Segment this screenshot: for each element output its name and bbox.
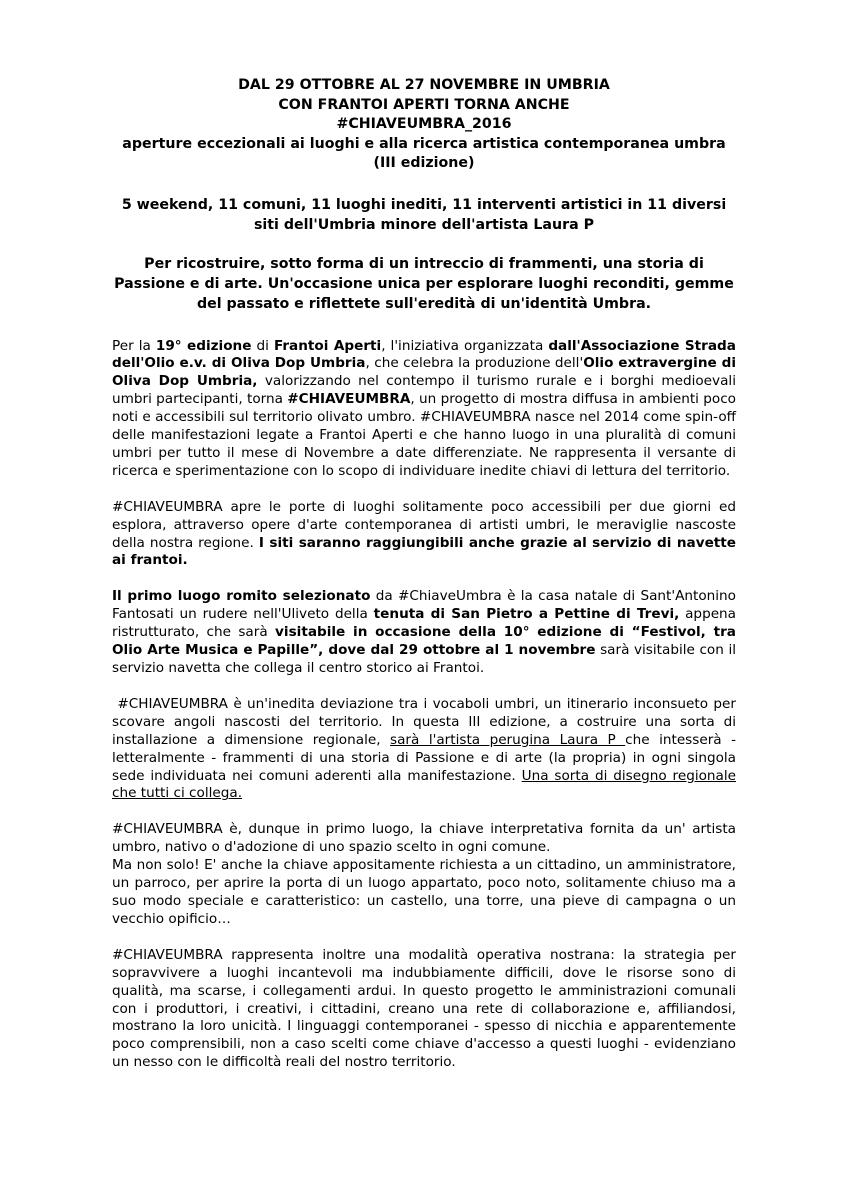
text-run: , un progetto di mostra diffusa in ambienti poco noti e accessibili sul territorio olivato umbro. #CHIAVEUMBRA nasce nel 2014 come spin-off delle manifestazioni legate a Frantoi Aperti e che hanno luogo in una pluralità di comuni umbri per tutto il mese di Novembre a date differenziate. Ne rappresenta il versante di ricerca e sperimentazione con lo scopo di individuare inedite chiavi di lettura del territorio. bbox=[112, 391, 737, 479]
bold-run: Olio extravergine di Oliva Dop Umbria, bbox=[112, 355, 736, 390]
text-run: appena ristrutturato, che sarà bbox=[112, 606, 737, 641]
text-run: , che celebra la produzione dell' bbox=[365, 355, 584, 372]
bold-run: 19° edizione bbox=[155, 337, 252, 354]
bold-run: #CHIAVEUMBRA bbox=[287, 391, 411, 408]
document-header bbox=[112, 76, 736, 174]
header-line-subtitle: aperture eccezionali ai luoghi e alla ricerca artistica contemporanea umbra bbox=[122, 135, 726, 152]
header-line-edition: (III edizione) bbox=[373, 155, 475, 171]
text-run: valorizzando nel contempo il turismo rurale e i borghi medioevali umbri partecipanti, torna bbox=[112, 373, 736, 408]
bold-run: Frantoi Aperti bbox=[273, 337, 382, 354]
text-run: sarà visitabile con il servizio navetta che collega il centro storico ai Frantoi. bbox=[112, 642, 736, 676]
text-run: #CHIAVEUMBRA apre le porte di luoghi solitamente poco accessibili per due giorni ed esplora, attraverso opere d'arte contemporanea di artisti umbri, le meraviglie nascoste della nostra regione. bbox=[112, 498, 736, 551]
bold-run: visitabile in occasione della 10° edizione di “Festivol, tra Olio Arte Musica e Papille”, dove dal 29 ottobre al 1 novembre bbox=[112, 624, 736, 659]
header-line-date: DAL 29 OTTOBRE AL 27 NOVEMBRE IN UMBRIA bbox=[238, 77, 610, 93]
text-run: che intesserà - letteralmente - frammenti di una storia di Passione e di arte (la propria) in ogni singola sede individuata nei comuni aderenti alla manifestazione. bbox=[112, 731, 737, 784]
paragraph-primo-luogo bbox=[112, 588, 736, 678]
text-run: Ma non solo! E' anche la chiave appositamente richiesta a un cittadino, un amministratore, un parroco, per aprire la porta di un luogo appartato, poco noto, solitamente chiuso ma a suo modo speciale e caratteristico: un castello, una torre, una pieve di campagna o un vecchio opificio… bbox=[112, 857, 736, 927]
paragraph-apre-porte bbox=[112, 499, 736, 571]
event-intro: Per ricostruire, sotto forma di un intreccio di frammenti, una storia di Passione e di arte. Un'occasione unica per esplorare luoghi reconditi, gemme del passato e riflettete sull'eredità di un'identità Umbra. bbox=[114, 255, 734, 312]
event-summary: 5 weekend, 11 comuni, 11 luoghi inediti, 11 interventi artistici in 11 diversi siti dell'Umbria minore dell'artista Laura P bbox=[121, 196, 727, 233]
text-run: #CHIAVEUMBRA è un'inedita deviazione tra i vocaboli umbri, un itinerario inconsueto per scovare angoli nascosti del territorio. In questa III edizione, a costruire una sorta di installazione a dimensione regionale, bbox=[112, 695, 736, 748]
underlined-run: Una sorta di disegno regionale che tutti ci collega. bbox=[112, 767, 737, 802]
text-run: Per la bbox=[112, 337, 156, 354]
text-run: , l'iniziativa organizzata bbox=[381, 337, 549, 354]
bold-run: dall'Associazione Strada dell'Olio e.v. di Oliva Dop Umbria bbox=[112, 337, 736, 372]
text-run: #CHIAVEUMBRA è, dunque in primo luogo, la chiave interpretativa fornita da un' artista umbro, nativo o d'adozione di uno spazio scelto in ogni comune. bbox=[112, 821, 736, 856]
bold-run: I siti saranno raggiungibili anche grazie al servizio di navette ai frantoi. bbox=[112, 534, 737, 569]
underlined-run: sarà l'artista perugina Laura P bbox=[390, 731, 626, 748]
paragraph-deviazione bbox=[112, 696, 736, 803]
text-run: da #ChiaveUmbra è la casa natale di Sant'Antonino Fantosati un rudere nell'Uliveto della bbox=[112, 588, 736, 623]
paragraph-frantoi-aperti bbox=[112, 338, 736, 481]
paragraph-modalita-operativa: #CHIAVEUMBRA rappresenta inoltre una modalità operativa nostrana: la strategia per sopravvivere a luoghi incantevoli ma indubbiamente difficili, dove le risorse sono di qualità, ma scarse, i collegamenti ardui. In questo progetto le amministrazioni comunali con i produttori, i creativi, i cittadini, creano una rete di collaborazione e, affiliandosi, mostrano la loro unicità. I linguaggi contemporanei - spesso di nicchia e apparentemente poco comprensibili, non a caso scelti come chiave d'accesso a questi luoghi - evidenziano un nesso con le difficoltà reali del nostro territorio. bbox=[112, 946, 736, 1071]
header-line-hashtag: #CHIAVEUMBRA_2016 bbox=[336, 116, 512, 132]
text-run: di bbox=[251, 337, 274, 354]
bold-run: tenuta di San Pietro a Pettine di Trevi, bbox=[373, 606, 680, 623]
paragraph-chiave-interpretativa bbox=[112, 821, 736, 928]
bold-run: Il primo luogo romito selezionato bbox=[112, 588, 371, 605]
header-line-frantoi: CON FRANTOI APERTI TORNA ANCHE bbox=[278, 96, 570, 113]
